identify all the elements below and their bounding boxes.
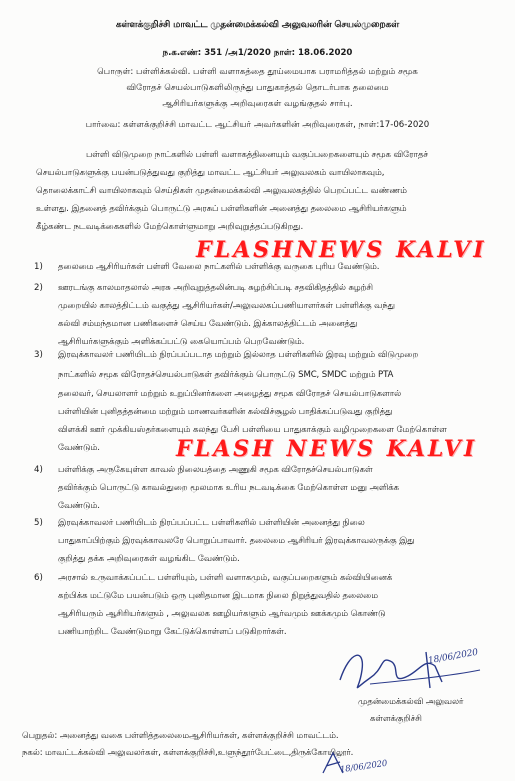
item-line: பள்ளியின் புனிதத்தன்மை மற்றும் மாணவர்களின் கல்விச்சூழல் பாதிக்கப்படுவது குறித்து [58, 407, 393, 417]
item-line: பாதுகாப்பிற்கும் இரவுக்காவலரே பொறுப்பாவார். தலைமை ஆசிரியர் இரவுக்காவலருக்கு இது [58, 536, 415, 546]
item-line: தவிர்க்கும் பொருட்டு காவல்துறை மூலமாக உரிய நடவடிக்கை மேற்கொள்ள மனு அளிக்க [58, 483, 399, 493]
item-number: 3) [34, 350, 43, 360]
signatory-designation: முதன்மைக்கல்வி அலுவலர் [358, 697, 464, 707]
signature-date: 18/06/2020 [427, 647, 479, 667]
item-line: இரவுக்காவலர் பணியிடம் நிரப்பப்படாத மற்றும் இல்லாத பள்ளிகளில் இரவு மற்றும் விடுமுறை [58, 350, 419, 360]
intro-line: பள்ளி விடுமுறை நாட்களில் பள்ளி வளாகத்தினையும் வகுப்பறைகளையும் சமூக விரோதச் [86, 150, 429, 160]
initials-date: 18/06/2020 [339, 758, 388, 776]
item-line: ஆசிரியர்களுக்கும் அளிக்கப்பட்டு கையொப்பம் பெறவேண்டும். [58, 337, 305, 347]
intro-line: கீழ்கண்ட நடவடிக்கைகளில் மேற்கொள்ளுமாறு அறிவுறுத்தப்படுகிறது. [36, 222, 304, 232]
item-line: இரவுக்காவலர் பணியிடம் நிரப்பப்பட்ட பள்ளிகளில் பள்ளியின் அனைத்து நிலை [58, 518, 365, 528]
intro-line: உள்ளது. இதனைத் தவிர்க்கும் பொருட்டு அரசுப் பள்ளிகளின் அனைத்து தலைமை ஆசிரியர்களும் [36, 204, 407, 214]
item-number: 5) [34, 518, 43, 528]
item-line: ஆசிரியரும் ஆசிரியர்களும் , அலுவலக ஊழியர்களும் ஆர்வமும் ஊக்கமும் கொண்டு [58, 609, 386, 619]
item-line: முறையில் காலத்திட்டம் வகுத்து ஆசிரியர்கள்/அலுவலகப்பணியாளர்கள் பள்ளிக்கு வந்து [58, 301, 395, 311]
item-number: 1) [34, 262, 43, 272]
reference-number: ந.க.எண்: 351 /அ1/2020 நாள்: 18.06.2020 [162, 48, 353, 58]
item-line: பள்ளிக்கு அருகேயுள்ள காவல் நிலையத்தை அணுகி சமூக விரோதச்செயல்பாடுகள் [58, 465, 373, 475]
intro-line: செயல்பாடுகளுக்கு பயன்படுத்துவது குறித்து மாவட்ட ஆட்சியர் அலுவலகம் வாயிலாகவும், [36, 168, 385, 178]
signature [330, 640, 505, 700]
document-title: கள்ளக்குறிச்சி மாவட்ட முதன்மைக்கல்வி அலுவலரின் செயல்முறைகள் [115, 20, 400, 30]
item-line: வேண்டும். [58, 501, 100, 511]
subject-line-2: விரோதச் செயல்பாடுகளிலிருந்து பாதுகாத்தல் தொடர்பாக தலைமை [126, 83, 389, 93]
watermark: FLASHNEWS KALVI [196, 237, 487, 263]
watermark: FLASH NEWS KALVI [176, 436, 478, 462]
reference-line: பார்வை: கள்ளக்குறிச்சி மாவட்ட ஆட்சியர் அவர்களின் அறிவுரைகள், நாள்:17-06-2020 [85, 120, 430, 130]
item-number: 2) [34, 283, 43, 293]
item-line: குறித்து தக்க அறிவுரைகள் வழங்கிட வேண்டும். [58, 554, 240, 564]
subject-line-1: பொருள்: பள்ளிக்கல்வி. பள்ளி வளாகத்தை தூய்மையாக பராமரித்தல் மற்றும் சமூக [97, 67, 418, 77]
item-number: 6) [34, 573, 43, 583]
recipients-line: பெறுதல்: அனைத்து வகை பள்ளித்தலைமைஆசிரியர்கள், கள்ளக்குறிச்சி மாவட்டம். [22, 731, 339, 741]
signatory-place: கள்ளக்குறிச்சி [370, 714, 422, 724]
item-line: கல்வி சம்மந்தமான பணிகளைச் செய்ய வேண்டும். இக்காலத்திட்டம் அனைத்து [58, 319, 358, 329]
intro-line: தொலைக்காட்சி வாயிலாகவும் செய்திகள் முதன்மைக்கல்வி அலுவலகத்தில் பெறப்பட்ட வண்ணம் [36, 186, 407, 196]
item-line: விளக்கி ஊர் முக்கியஸ்தர்களையும் கலந்து பேசி பள்ளியை பாதுகாக்கும் வழிமுறைகளை மேற்கொள்ள [58, 425, 447, 435]
item-line: தலைமை ஆசிரியர்கள் பள்ளி வேலை நாட்களில் பள்ளிக்கு வருகை புரிய வேண்டும். [58, 262, 380, 272]
item-line: கற்பிக்க மட்டுமே பயன்படும் ஒரு புனிதமான இடமாக நிலை நிறுத்துவதில் தலைமை [58, 591, 378, 601]
subject-line-3: ஆசிரியர்களுக்கு அறிவுரைகள் வழங்குதல் சார்பு. [162, 99, 353, 109]
item-number: 4) [34, 465, 43, 475]
item-line: அரசால் உருவாக்கப்பட்ட பள்ளியும், பள்ளி வளாகமும், வகுப்பறைகளும் கல்வியினைக் [58, 573, 393, 583]
item-line: பணியாற்றிட வேண்டுமாறு கேட்டுக்கொள்ளப் படுகிறார்கள். [58, 627, 287, 637]
item-line: தலைவர், செயலாளர் மற்றும் உறுப்பினர்களை அழைத்து சமூக விரோதச் செயல்பாடுகளால் [58, 389, 402, 399]
item-line: ஊரடங்கு காலமாதலால் அரசு அறிவுறுத்தலின்படி சுழற்சிப்படி சதவிகிதத்தில் சுழற்சி [58, 283, 373, 293]
item-line: வேண்டும். [58, 443, 100, 453]
copy-line: நகல்: மாவட்டக்கல்வி அலுவலர்கள், கள்ளக்குறிச்சி,உளுந்தூர்பேட்டை,திருக்கோயிலூர். [22, 748, 354, 758]
item-line: நாட்களில் சமூக விரோதச்செயல்பாடுகள் தவிர்க்கும் பொருட்டு SMC, SMDC மற்றும் PTA [58, 370, 394, 380]
